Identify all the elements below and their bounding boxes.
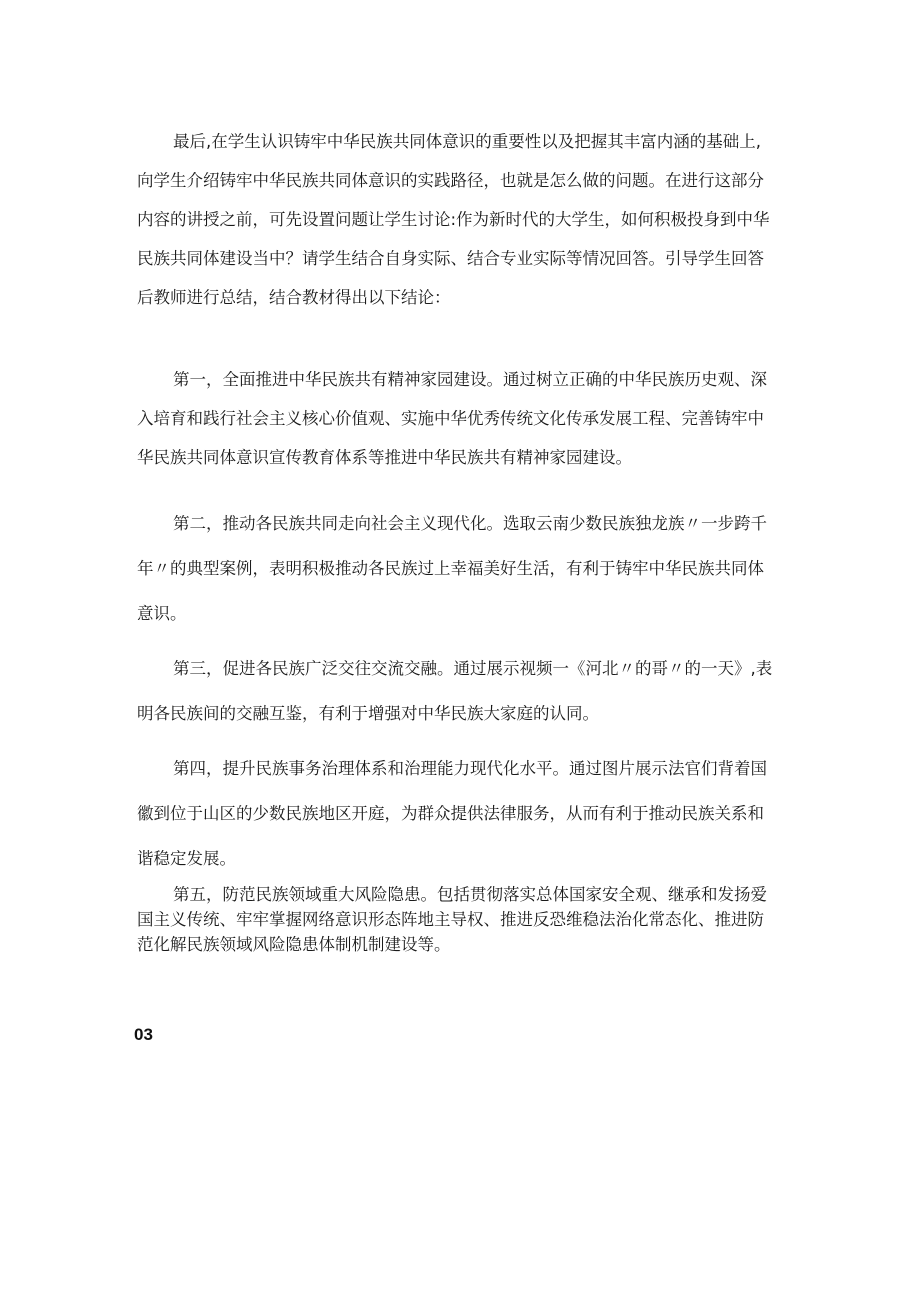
paragraph-line: 入培育和践行社会主义核心价值观、实施中华优秀传统文化传承发展工程、完善铸牢中 [137,409,764,428]
paragraph-conclusion-intro [137,122,797,317]
paragraph-line: 向学生介绍铸牢中华民族共同体意识的实践路径，也就是怎么做的问题。在进行这部分 [137,171,764,190]
paragraph-line: 第三，促进各民族广泛交往交流交融。通过展示视频一《河北〃的哥〃的一天》,表 [173,659,773,678]
paragraph-line: 意识。 [137,604,187,623]
paragraph-point-two [137,501,797,636]
paragraph-point-five [137,882,797,957]
paragraph-line: 第一，全面推进中华民族共有精神家园建设。通过树立正确的中华民族历史观、深 [173,370,767,389]
paragraph-line: 民族共同体建设当中？请学生结合自身实际、结合专业实际等情况回答。引导学生回答 [137,249,764,268]
page-number: 03 [134,1025,153,1044]
paragraph-line: 华民族共同体意识宣传教育体系等推进中华民族共有精神家园建设。 [137,448,632,467]
paragraph-line: 后教师进行总结，结合教材得出以下结论： [137,288,451,307]
paragraph-line: 谐稳定发展。 [137,849,236,868]
paragraph-line: 年〃的典型案例，表明积极推动各民族过上幸福美好生活，有利于铸牢中华民族共同体 [137,559,764,578]
paragraph-line: 明各民族间的交融互鉴，有利于增强对中华民族大家庭的认同。 [137,704,599,723]
paragraph-point-three [137,646,797,736]
paragraph-point-four [137,746,797,881]
paragraph-line: 第二，推动各民族共同走向社会主义现代化。选取云南少数民族独龙族〃一步跨千 [173,514,767,533]
paragraph-line: 范化解民族领域风险隐患体制机制建设等。 [137,935,451,954]
paragraph-line: 第五，防范民族领域重大风险隐患。包括贯彻落实总体国家安全观、继承和发扬爱 [173,885,767,904]
paragraph-point-one [137,360,797,477]
paragraph-line: 徽到位于山区的少数民族地区开庭，为群众提供法律服务，从而有利于推动民族关系和 [137,804,764,823]
paragraph-line: 内容的讲授之前，可先设置问题让学生讨论:作为新时代的大学生，如何积极投身到中华 [137,210,770,229]
paragraph-line: 国主义传统、牢牢掌握网络意识形态阵地主导权、推进反恐维稳法治化常态化、推进防 [137,910,764,929]
paragraph-line: 第四，提升民族事务治理体系和治理能力现代化水平。通过图片展示法官们背着国 [173,759,767,778]
paragraph-line: 最后,在学生认识铸牢中华民族共同体意识的重要性以及把握其丰富内涵的基础上, [173,132,761,151]
